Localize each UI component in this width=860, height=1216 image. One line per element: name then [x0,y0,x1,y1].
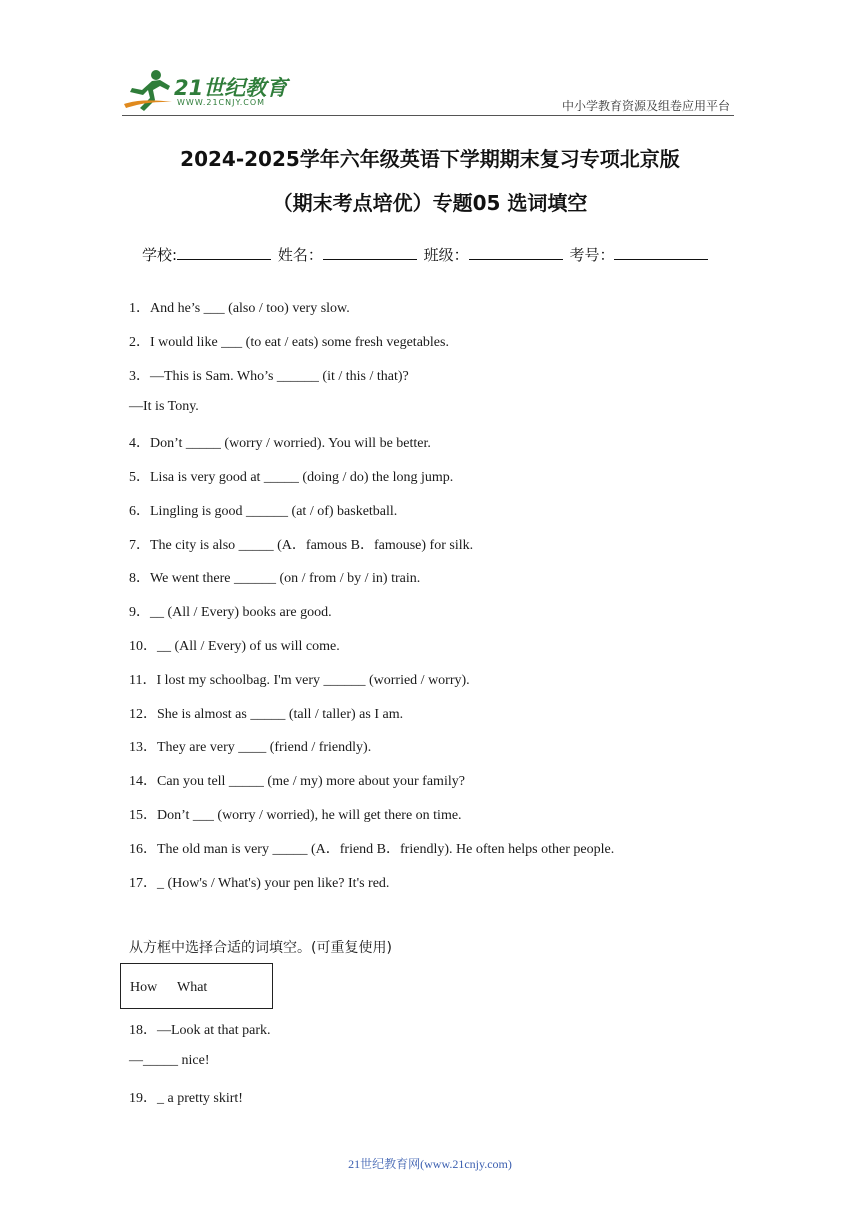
page-subtitle: （期末考点培优）专题05 选词填空 [272,191,588,215]
question-15: 15．Don’t ___ (worry / worried), he will get there on time. [129,808,462,823]
question-19: 19．_ a pretty skirt! [129,1091,243,1106]
question-4: 4．Don’t _____ (worry / worried). You will be better. [129,436,431,451]
word-box-item: How [130,980,158,995]
question-5: 5．Lisa is very good at _____ (doing / do) the long jump. [129,470,454,485]
class-label: 班级： [423,246,469,264]
class-field[interactable] [469,245,563,260]
name-field[interactable] [323,245,417,260]
question-13: 13．They are very ____ (friend / friendly). [129,740,372,755]
exam-no-label: 考号： [569,246,615,264]
platform-label: 中小学教育资源及组卷应用平台 [561,99,730,113]
question-18: 18．—Look at that park. [129,1023,271,1038]
school-field[interactable] [177,245,271,260]
runner-logo-icon [122,68,174,112]
exam-no-field[interactable] [614,245,708,260]
student-info-row [142,244,710,265]
page-footer: 21世纪教育网(www.21cnjy.com) [348,1157,512,1171]
question-11: 11．I lost my schoolbag. I'm very ______ (worried / worry). [129,673,470,688]
page-title: 2024-2025学年六年级英语下学期期末复习专项北京版 [180,147,680,171]
page-header [0,0,860,120]
school-label: 学校: [142,246,178,264]
question-3-answer: —It is Tony. [129,399,199,414]
question-6: 6．Lingling is good ______ (at / of) basketball. [129,504,398,519]
question-12: 12．She is almost as _____ (tall / taller) as I am. [129,707,404,722]
question-2: 2．I would like ___ (to eat / eats) some fresh vegetables. [129,335,449,350]
logo-url: WWW.21CNJY.COM [177,98,266,107]
logo [122,68,292,112]
question-8: 8．We went there ______ (on / from / by / in) train. [129,571,421,586]
question-9: 9．__ (All / Every) books are good. [129,605,332,620]
question-16: 16．The old man is very _____ (A．friend B．friendly). He often helps other people. [129,842,615,857]
question-3: 3．—This is Sam. Who’s ______ (it / this / that)? [129,369,409,384]
section-instruction: 从方框中选择合适的词填空。(可重复使用) [129,940,392,956]
question-17: 17．_ (How's / What's) your pen like? It's red. [129,876,390,891]
question-14: 14．Can you tell _____ (me / my) more about your family? [129,774,465,789]
question-18-answer: —_____ nice! [129,1053,210,1068]
question-1: 1．And he’s ___ (also / too) very slow. [129,301,350,316]
name-label: 姓名： [277,246,323,264]
header-divider [122,115,734,116]
question-10: 10．__ (All / Every) of us will come. [129,639,340,654]
logo-name: 21世纪教育 [174,76,288,100]
word-box [120,963,273,1009]
question-7: 7．The city is also _____ (A．famous B．famouse) for silk. [129,538,474,553]
word-box-item: What [177,980,208,995]
